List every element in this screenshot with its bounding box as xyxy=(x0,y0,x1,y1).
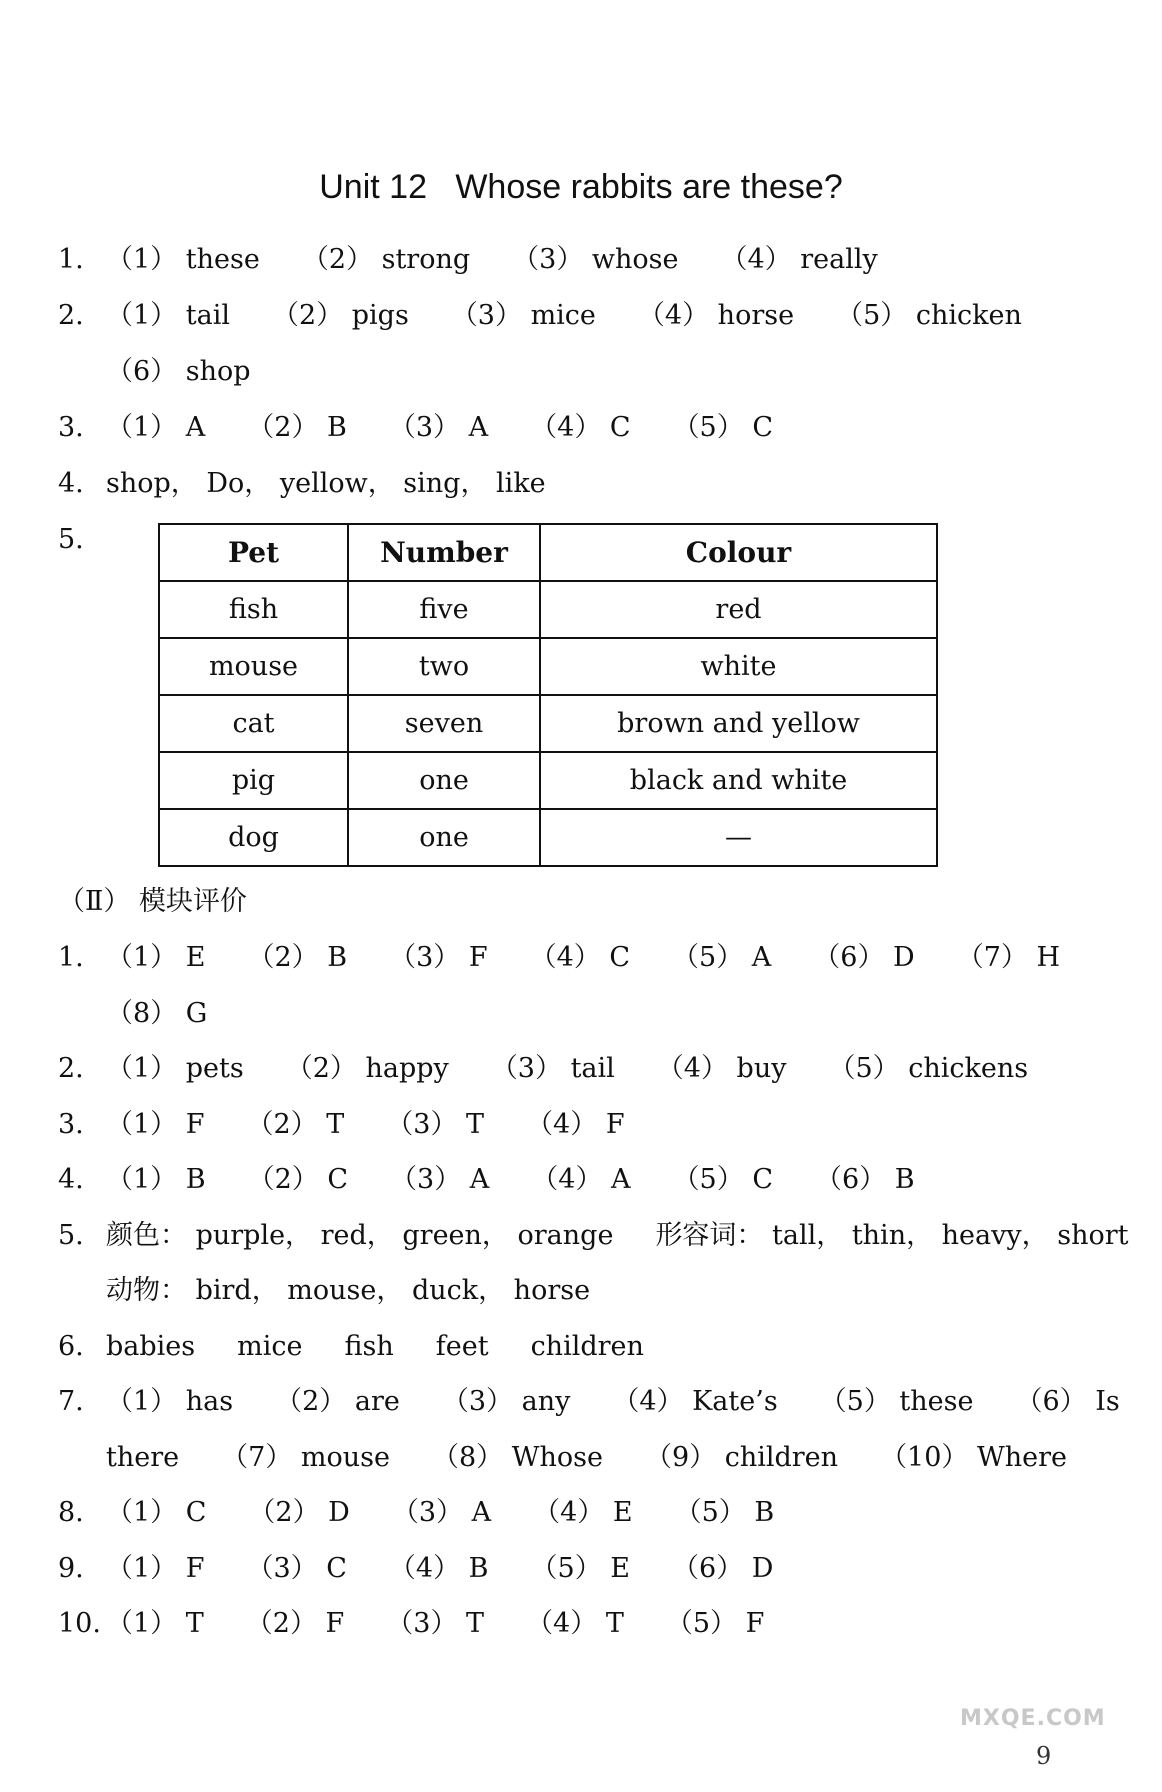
answer-item: （2） F xyxy=(245,1608,345,1639)
answer-line xyxy=(58,1160,915,1200)
answer-item: （2） T xyxy=(246,1108,345,1140)
table-cell: two xyxy=(348,638,540,695)
answer-item: （9） children xyxy=(644,1441,839,1473)
question-number: 3. xyxy=(58,1108,84,1140)
table-header-colour: Colour xyxy=(540,524,937,581)
answer-item: 动物： bird， mouse， duck， horse xyxy=(106,1275,591,1306)
answer-item: feet xyxy=(435,1330,489,1362)
answer-item: （4） B xyxy=(388,1552,489,1584)
answer-item: （4） A xyxy=(531,1164,631,1195)
answer-item: shop， Do， yellow， sing， like xyxy=(106,468,546,499)
answer-item: （3） whose xyxy=(512,244,679,275)
question-number: 6. xyxy=(58,1330,84,1362)
table-cell: seven xyxy=(348,695,540,752)
answer-line xyxy=(58,1271,590,1311)
answer-item: （4） E xyxy=(533,1497,633,1528)
question-number: 5. xyxy=(58,524,84,555)
answer-item: （7） mouse xyxy=(221,1441,390,1473)
question-number: 4. xyxy=(58,1164,84,1195)
table-cell: brown and yellow xyxy=(540,695,937,752)
table-header-row xyxy=(159,524,937,581)
answer-line xyxy=(58,994,207,1034)
answer-item: fish xyxy=(344,1330,394,1362)
answer-item: （3） A xyxy=(390,1164,490,1195)
answer-line xyxy=(58,1327,644,1367)
answer-item: （5） F xyxy=(665,1608,765,1639)
table-row xyxy=(159,581,937,638)
answer-item: （1） E xyxy=(106,942,206,973)
answer-item: （7） H xyxy=(956,942,1061,973)
question-number: 1. xyxy=(58,942,84,973)
answer-item: （1） B xyxy=(106,1164,206,1195)
answer-line xyxy=(58,1216,1128,1256)
answer-item: （3） tail xyxy=(490,1053,615,1084)
answer-item: （2） C xyxy=(247,1164,349,1195)
table-cell: cat xyxy=(159,695,348,752)
answer-item: （1） A xyxy=(106,412,206,443)
answer-line xyxy=(58,408,773,448)
answer-item: （6） Is xyxy=(1015,1386,1120,1417)
question-number: 8. xyxy=(58,1497,84,1528)
table-row xyxy=(159,752,937,809)
answer-line xyxy=(58,1604,764,1644)
answer-line xyxy=(58,1438,1067,1478)
answer-item: （8） Whose xyxy=(431,1441,603,1473)
answer-item: （1） these xyxy=(106,244,260,275)
answer-line xyxy=(58,240,878,280)
answer-item: （3） A xyxy=(388,412,489,443)
answer-item: （2） D xyxy=(248,1497,350,1528)
answer-item: 颜色： purple， red， green， orange xyxy=(106,1219,614,1251)
answer-item: （5） E xyxy=(530,1552,631,1584)
answer-item: （2） strong xyxy=(301,244,471,275)
answer-item: （5） C xyxy=(672,1164,773,1195)
answer-item: （6） D xyxy=(672,1552,774,1584)
question-number: 9. xyxy=(58,1552,84,1584)
answer-item: （3） F xyxy=(389,942,488,973)
answer-item: （3） any xyxy=(441,1386,571,1417)
table-cell: one xyxy=(348,752,540,809)
answer-item: （4） C xyxy=(530,412,631,443)
answer-item: （5） chickens xyxy=(828,1053,1029,1084)
answer-item: （3） C xyxy=(246,1552,347,1584)
answer-item: （2） are xyxy=(275,1386,400,1417)
question-number: 1. xyxy=(58,244,84,275)
answer-item: （1） C xyxy=(106,1497,207,1528)
answer-item: （3） A xyxy=(391,1497,492,1528)
answer-item: （4） horse xyxy=(637,300,795,331)
question-number: 2. xyxy=(58,300,84,331)
table-cell: five xyxy=(348,581,540,638)
answer-item: mice xyxy=(237,1330,303,1362)
answer-item: （5） these xyxy=(819,1386,974,1417)
answer-item: （4） C xyxy=(529,942,631,973)
answer-line xyxy=(58,352,251,392)
table-cell: — xyxy=(540,809,937,866)
table-cell: black and white xyxy=(540,752,937,809)
answer-item: （1） tail xyxy=(106,300,230,331)
question-number: 4. xyxy=(58,468,84,499)
answer-line xyxy=(58,938,1060,978)
question-number: 2. xyxy=(58,1053,84,1084)
answer-item: （4） T xyxy=(526,1608,624,1639)
answer-item: （1） F xyxy=(106,1108,205,1140)
answer-item: （2） happy xyxy=(285,1053,449,1084)
table-cell: pig xyxy=(159,752,348,809)
answer-item: （1） has xyxy=(106,1386,234,1417)
answer-item: （4） buy xyxy=(656,1053,787,1084)
question-number: 3. xyxy=(58,412,84,443)
answer-item: children xyxy=(530,1330,644,1362)
answer-item: （5） chicken xyxy=(836,300,1022,331)
answer-line xyxy=(58,520,106,560)
answer-item: （4） really xyxy=(720,244,878,275)
answer-item: （5） A xyxy=(672,942,772,973)
answer-item: （3） mice xyxy=(450,300,596,331)
page-title: Unit 12 Whose rabbits are these? xyxy=(319,168,843,206)
answer-item: （3） T xyxy=(386,1108,485,1140)
answer-item: （4） F xyxy=(526,1108,625,1140)
answer-line xyxy=(58,1382,1120,1422)
answer-item: （3） T xyxy=(386,1608,485,1639)
answer-item: （1） F xyxy=(106,1552,205,1584)
answer-item: （1） T xyxy=(106,1608,204,1639)
question-number: 5. xyxy=(58,1219,84,1251)
answer-line xyxy=(58,1493,774,1533)
table-cell: white xyxy=(540,638,937,695)
answer-item: （10） Where xyxy=(880,1441,1068,1473)
answer-item: there xyxy=(106,1441,180,1473)
table-row xyxy=(159,695,937,752)
answer-item: （2） B xyxy=(247,412,347,443)
section-heading: （Ⅱ） 模块评价 xyxy=(58,886,247,917)
answer-line xyxy=(58,1105,625,1145)
answer-item: （8） G xyxy=(106,997,208,1029)
answer-item: （6） shop xyxy=(106,356,251,387)
table-row xyxy=(159,638,937,695)
page-number: 9 xyxy=(1036,1742,1052,1770)
table-header-number: Number xyxy=(348,524,540,581)
answer-item: （4） Kate’s xyxy=(612,1386,778,1417)
answer-item: （5） B xyxy=(674,1497,775,1528)
answer-item: （1） pets xyxy=(106,1053,244,1084)
answer-line xyxy=(58,464,546,504)
table-cell: fish xyxy=(159,581,348,638)
answer-item: （6） D xyxy=(813,942,915,973)
answer-item: babies xyxy=(106,1330,196,1362)
answer-item: （5） C xyxy=(672,412,773,443)
watermark: MXQE.COM xyxy=(960,1706,1106,1731)
answer-line xyxy=(58,296,1022,336)
table-cell: dog xyxy=(159,809,348,866)
question-number: 7. xyxy=(58,1386,84,1417)
table-cell: one xyxy=(348,809,540,866)
answer-line xyxy=(58,1549,773,1589)
answer-item: 形容词： tall， thin， heavy， short xyxy=(655,1219,1129,1251)
answer-item: （2） B xyxy=(247,942,348,973)
answer-item: （6） B xyxy=(814,1164,915,1195)
table-cell: mouse xyxy=(159,638,348,695)
answer-line xyxy=(58,1049,1028,1089)
table-row xyxy=(159,809,937,866)
question-number: 10. xyxy=(58,1608,101,1639)
pet-table xyxy=(158,523,938,867)
table-cell: red xyxy=(540,581,937,638)
table-header-pet: Pet xyxy=(159,524,348,581)
answer-item: （2） pigs xyxy=(271,300,409,331)
